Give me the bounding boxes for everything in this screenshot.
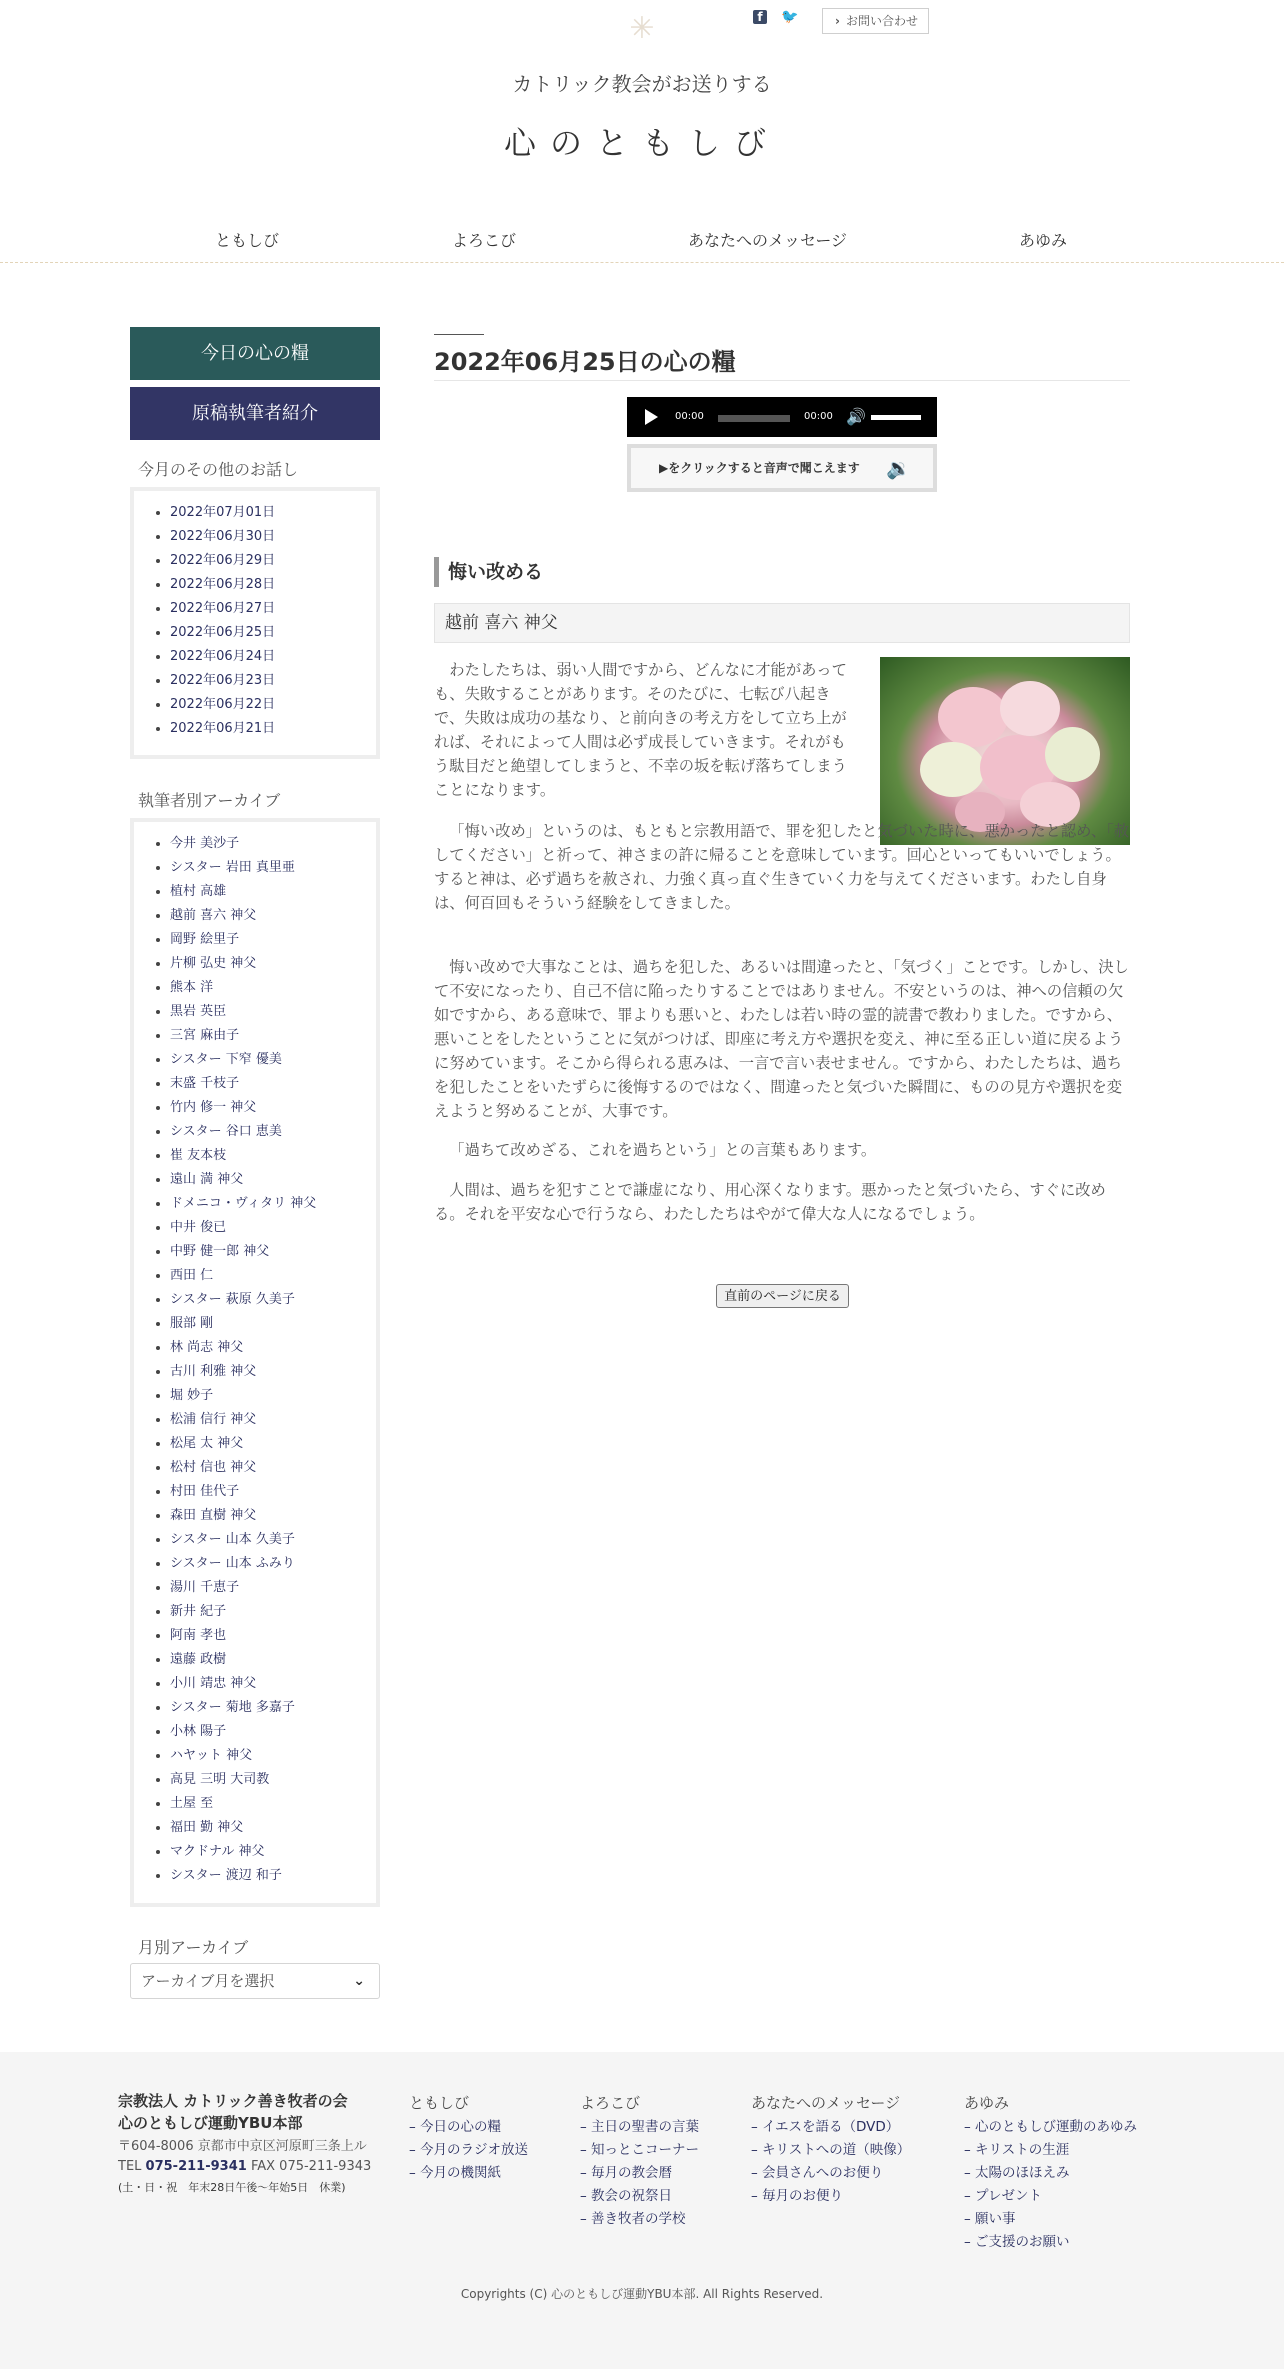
footer-org-dept: 心のともしび運動YBU本部	[118, 2114, 303, 2132]
author-link[interactable]: 福田 勤 神父	[156, 1816, 376, 1840]
footer-link[interactable]: – プレゼント	[964, 2188, 1043, 2204]
author-link[interactable]: 森田 直樹 神父	[156, 1504, 376, 1528]
author-link[interactable]: 松村 信也 神父	[156, 1456, 376, 1480]
footer-col-message	[751, 2092, 910, 2208]
author-link[interactable]: シスター 山本 久美子	[156, 1528, 376, 1552]
twitter-icon[interactable]: 🐦	[781, 9, 799, 25]
chevron-down-icon: ⌄	[353, 1973, 365, 1989]
contact-button[interactable]	[822, 8, 929, 34]
page-title: 2022年06月25日の心の糧	[434, 348, 736, 376]
author-link[interactable]: 堀 妙子	[156, 1384, 376, 1408]
footer-link[interactable]: – ご支援のお願い	[964, 2234, 1070, 2250]
facebook-icon[interactable]: f	[753, 10, 767, 24]
audio-hint-text: ▶をクリックすると音声で聞こえます	[659, 461, 860, 475]
nav-item-tomoshibi[interactable]: ともしび	[215, 231, 280, 250]
contact-label: お問い合わせ	[845, 14, 918, 28]
author-link[interactable]: 西田 仁	[156, 1264, 376, 1288]
footer-link[interactable]: – 知っとこコーナー	[580, 2142, 700, 2158]
month-story-link[interactable]: 2022年06月27日	[156, 597, 376, 621]
social-links	[753, 10, 799, 24]
tel-label: TEL	[118, 2159, 142, 2174]
month-story-link[interactable]: 2022年07月01日	[156, 501, 376, 525]
footer-org	[118, 2090, 348, 2134]
footer-col-heading: あなたへのメッセージ	[751, 2094, 901, 2112]
footer-address: 〒604-8006 京都市中京区河原町三条上ル	[118, 2139, 367, 2154]
site-subtitle: カトリック教会がお送りする	[512, 72, 772, 96]
audio-hint-box	[627, 444, 937, 492]
author-link[interactable]: 小林 陽子	[156, 1720, 376, 1744]
author-link[interactable]: シスター 岩田 真里亜	[156, 856, 376, 880]
footer-hours: (土・日・祝 年末28日午後〜年始5日 休業)	[118, 2181, 346, 2194]
author-name: 越前 喜六 神父	[434, 603, 1130, 643]
footer-col-yorokobi	[580, 2092, 699, 2231]
author-link[interactable]: 崔 友本枝	[156, 1144, 376, 1168]
author-link[interactable]: 植村 高雄	[156, 880, 376, 904]
volume-slider[interactable]	[871, 415, 921, 420]
footer-col-heading: あゆみ	[964, 2094, 1010, 2112]
paragraph-5: 人間は、過ちを犯すことで謙虚になり、用心深くなります。悪かったと気づいたら、すぐに改める。それを平安な心で行うなら、わたしたちはやがて偉大な人になるでしょう。	[434, 1181, 1106, 1223]
footer-col-heading: ともしび	[409, 2094, 470, 2112]
month-stories-heading: 今月のその他のお話し	[138, 460, 299, 479]
month-stories-list	[134, 491, 376, 741]
monthly-archive-selected: アーカイブ月を選択	[141, 1972, 275, 1990]
author-link[interactable]: 黒岩 英臣	[156, 1000, 376, 1024]
author-link[interactable]: 服部 剛	[156, 1312, 376, 1336]
author-link[interactable]: シスター 下窄 優美	[156, 1048, 376, 1072]
month-story-link[interactable]: 2022年06月30日	[156, 525, 376, 549]
author-link[interactable]: 古川 利雅 神父	[156, 1360, 376, 1384]
author-link[interactable]: 林 尚志 神父	[156, 1336, 376, 1360]
paragraph-1: わたしたちは、弱い人間ですから、どんなに才能があっても、失敗することがあります。そのたびに、七転び八起きで、失敗は成功の基なり、と前向きの考え方をして立ち上がれば、それによって人間は必ず成長していきます。それがもう駄目だと絶望してしまうと、不幸の坂を転げ落ちてしまうことになります。	[434, 661, 847, 799]
monthly-archive-heading: 月別アーカイブ	[138, 1938, 249, 1957]
footer-col-heading: よろこび	[580, 2094, 641, 2112]
writers-button[interactable]: 原稿執筆者紹介	[130, 387, 380, 440]
author-link[interactable]: 遠藤 政樹	[156, 1648, 376, 1672]
author-link[interactable]: ハヤット 神父	[156, 1744, 376, 1768]
current-time: 00:00	[675, 411, 704, 422]
author-link[interactable]: 村田 佳代子	[156, 1480, 376, 1504]
audio-player	[627, 397, 937, 437]
author-link[interactable]: 熊本 洋	[156, 976, 376, 1000]
footer-link[interactable]: – 願い事	[964, 2211, 1016, 2227]
section-title: 悔い改める	[434, 557, 543, 587]
paragraph-4: 「過ちて改めざる、これを過ちという」との言葉もあります。	[449, 1141, 877, 1159]
title-divider	[434, 380, 1130, 381]
fax-number: 075-211-9343	[279, 2159, 372, 2174]
progress-bar[interactable]	[718, 415, 790, 422]
tel-number[interactable]: 075-211-9341	[145, 2159, 247, 2174]
footer-link[interactable]: – 毎月の教会暦	[580, 2165, 673, 2181]
volume-icon[interactable]: 🔊	[846, 407, 866, 426]
author-link[interactable]: シスター 山本 ふみり	[156, 1552, 376, 1576]
footer-link[interactable]: – 今日の心の糧	[409, 2119, 502, 2135]
footer-link[interactable]: – 今月の機関紙	[409, 2165, 502, 2181]
author-link[interactable]: 岡野 絵里子	[156, 928, 376, 952]
speaker-icon: 🔉	[886, 456, 911, 480]
footer-phone	[118, 2156, 371, 2178]
author-link[interactable]: ドメニコ・ヴィタリ 神父	[156, 1192, 376, 1216]
footer-link[interactable]: – キリストの生涯	[964, 2142, 1070, 2158]
author-link[interactable]: 中井 俊已	[156, 1216, 376, 1240]
nav-item-message[interactable]: あなたへのメッセージ	[688, 231, 848, 250]
footer-link[interactable]: – 主日の聖書の言葉	[580, 2119, 700, 2135]
month-story-link[interactable]: 2022年06月22日	[156, 693, 376, 717]
month-story-link[interactable]: 2022年06月24日	[156, 645, 376, 669]
author-archive-heading: 執筆者別アーカイブ	[138, 791, 281, 810]
today-button[interactable]: 今日の心の糧	[130, 327, 380, 380]
footer-col-ayumi	[964, 2092, 1137, 2254]
nav-item-ayumi[interactable]: あゆみ	[1019, 231, 1068, 250]
nav-item-yorokobi[interactable]: よろこび	[452, 231, 517, 250]
author-link[interactable]: シスター 菊地 多嘉子	[156, 1696, 376, 1720]
author-link[interactable]: 竹内 修一 神父	[156, 1096, 376, 1120]
footer-link[interactable]: – 心のともしび運動のあゆみ	[964, 2119, 1138, 2135]
paragraph-3: 悔い改めで大事なことは、過ちを犯した、あるいは間違ったと、「気づく」ことです。しかし、決して不安になったり、自己不信に陥ったりすることではありません。不安というのは、神への信頼の欠如ですから、ある意味で、罪よりも悪いと、わたしは若い時の霊的読書で教わりました。ですから、悪いことをしたということに気がつけば、即座に考え方や選択を変え、神に至る正しい道に戻るように努めています。そこから得られる恵みは、一言で言い表せません。ですから、わたしたちは、過ちを犯したことをいたずらに後悔するのではなく、間違ったと気づいた瞬間に、ものの見方や選択を変えようと努めることが、大事です。	[434, 958, 1129, 1120]
author-link[interactable]: 小川 靖忠 神父	[156, 1672, 376, 1696]
author-link[interactable]: 末盛 千枝子	[156, 1072, 376, 1096]
global-nav	[0, 222, 1284, 262]
author-archive-list	[134, 822, 376, 1888]
flower-photo	[880, 657, 1130, 845]
author-link[interactable]: 松尾 太 神父	[156, 1432, 376, 1456]
footer-link[interactable]: – 太陽のほほえみ	[964, 2165, 1070, 2181]
footer-link[interactable]: – 善き牧者の学校	[580, 2211, 686, 2227]
copyright: Copyrights (C) 心のともしび運動YBU本部. All Rights Reserved.	[460, 2287, 824, 2301]
author-link[interactable]: シスター 萩原 久美子	[156, 1288, 376, 1312]
author-link[interactable]: 今井 美沙子	[156, 832, 376, 856]
title-accent-line	[434, 334, 484, 335]
footer-link[interactable]: – キリストへの道（映像）	[751, 2142, 911, 2158]
chevron-right-icon: ›	[835, 14, 840, 28]
author-archive-box	[130, 818, 380, 1907]
nav-divider	[0, 262, 1284, 263]
paragraph-2: 「悔い改め」というのは、もともと宗教用語で、罪を犯したと気づいた時に、悪かったと認め、「赦してください」と祈って、神さまの許に帰ることを意味しています。回心といってもいいでしょう。すると神は、必ず過ちを赦され、力強く真っ直ぐ生きていく力を与えてくださいます。わたし自身は、何百回もそういう経験をしてきました。	[434, 822, 1130, 912]
author-link[interactable]: シスター 谷口 恵美	[156, 1120, 376, 1144]
duration-time: 00:00	[804, 411, 833, 422]
month-story-link[interactable]: 2022年06月25日	[156, 621, 376, 645]
footer-link[interactable]: – 今月のラジオ放送	[409, 2142, 529, 2158]
footer-org-name: 宗教法人 カトリック善き牧者の会	[118, 2092, 348, 2110]
footer-col-tomoshibi	[409, 2092, 528, 2185]
fax-label: FAX	[250, 2159, 276, 2174]
author-link[interactable]: 中野 健一郎 神父	[156, 1240, 376, 1264]
footer-link[interactable]: – 教会の祝祭日	[580, 2188, 673, 2204]
author-link[interactable]: 土屋 至	[156, 1792, 376, 1816]
month-story-link[interactable]: 2022年06月21日	[156, 717, 376, 741]
monthly-archive-select[interactable]	[130, 1963, 380, 1999]
author-link[interactable]: 三宮 麻由子	[156, 1024, 376, 1048]
author-link[interactable]: 遠山 満 神父	[156, 1168, 376, 1192]
month-story-link[interactable]: 2022年06月29日	[156, 549, 376, 573]
footer-link[interactable]: – 毎月のお便り	[751, 2188, 844, 2204]
author-link[interactable]: 松浦 信行 神父	[156, 1408, 376, 1432]
author-link[interactable]: 湯川 千恵子	[156, 1576, 376, 1600]
play-icon[interactable]	[645, 409, 658, 425]
site-title[interactable]: 心のともしび	[503, 124, 780, 162]
back-button[interactable]: 直前のページに戻る	[716, 1284, 849, 1308]
footer-link[interactable]: – イエスを語る（DVD）	[751, 2119, 900, 2135]
month-story-link[interactable]: 2022年06月28日	[156, 573, 376, 597]
decorative-star-icon: ✳	[629, 11, 655, 46]
month-story-link[interactable]: 2022年06月23日	[156, 669, 376, 693]
month-stories-box	[130, 487, 380, 759]
author-link[interactable]: シスター 渡辺 和子	[156, 1864, 376, 1888]
author-link[interactable]: マクドナル 神父	[156, 1840, 376, 1864]
author-link[interactable]: 新井 紀子	[156, 1600, 376, 1624]
author-link[interactable]: 越前 喜六 神父	[156, 904, 376, 928]
author-link[interactable]: 片柳 弘史 神父	[156, 952, 376, 976]
author-link[interactable]: 高見 三明 大司教	[156, 1768, 376, 1792]
author-link[interactable]: 阿南 孝也	[156, 1624, 376, 1648]
footer-link[interactable]: – 会員さんへのお便り	[751, 2165, 884, 2181]
